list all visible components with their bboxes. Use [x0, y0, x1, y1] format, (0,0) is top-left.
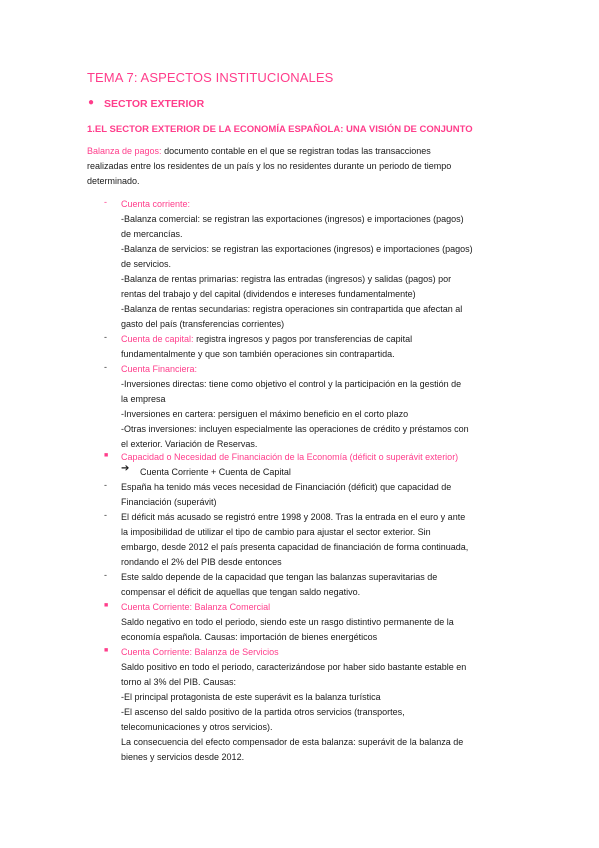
dash-bullet: -	[104, 362, 107, 372]
deficit-line: embargo, desde 2012 el país presenta capacidad de financiación de forma continuada,	[121, 542, 469, 552]
arrow-right-icon: ➔	[121, 463, 130, 474]
section-heading	[88, 97, 205, 110]
cc-line: gasto del país (transferencias corrientes)	[121, 319, 285, 329]
bc-heading: Cuenta Corriente: Balanza Comercial	[121, 602, 271, 612]
page-title: TEMA 7: ASPECTOS INSTITUCIONALES	[87, 70, 334, 85]
balanza-def-line-2: realizadas entre los residentes de un país y los no residentes durante un periodo de tiempo	[87, 161, 452, 171]
cc-line: -Balanza comercial: se registran las exportaciones (ingresos) e importaciones (pagos)	[121, 214, 464, 224]
dash-bullet: -	[104, 332, 107, 342]
cc-line: -Balanza de rentas secundarias: registra operaciones sin contrapartida que afectan al	[121, 304, 463, 314]
cc-line: de servicios.	[121, 259, 172, 269]
bs-line: -El principal protagonista de este superávit es la balanza turística	[121, 692, 381, 702]
deficit-line: la imposibilidad de utilizar el tipo de cambio para ajustar el sector exterior. Sin	[121, 527, 431, 537]
cf-line: -Inversiones directas: tiene como objetivo el control y la participación en la gestión de	[121, 379, 462, 389]
balanza-definition-line	[87, 144, 431, 159]
capacidad-heading: Capacidad o Necesidad de Financiación de la Economía (déficit o superávit exterior)	[121, 452, 459, 462]
bs-heading: Cuenta Corriente: Balanza de Servicios	[121, 647, 279, 657]
square-bullet-icon: ■	[104, 602, 109, 609]
balanza-term: Balanza de pagos:	[87, 146, 162, 156]
bs-line: torno al 3% del PIB. Causas:	[121, 677, 237, 687]
bs-line: bienes y servicios desde 2012.	[121, 752, 245, 762]
dash-bullet: -	[104, 510, 107, 520]
cc-line: -Balanza de servicios: se registran las exportaciones (ingresos) e importaciones (pagos)	[121, 244, 473, 254]
cf-line: -Otras inversiones: incluyen especialmente las operaciones de crédito y préstamos con	[121, 424, 469, 434]
capacidad-formula: Cuenta Corriente + Cuenta de Capital	[140, 467, 291, 477]
bs-line: telecomunicaciones y otros servicios).	[121, 722, 273, 732]
bc-line: economía española. Causas: importación de bienes energéticos	[121, 632, 378, 642]
bs-line: La consecuencia del efecto compensador de esta balanza: superávit de la balanza de	[121, 737, 464, 747]
dash-bullet: -	[104, 480, 107, 490]
dash-bullet: -	[104, 570, 107, 580]
ck-line	[121, 332, 412, 347]
ck-line-2: fundamentalmente y que son también operaciones sin contrapartida.	[121, 349, 395, 359]
subsection-heading: 1.EL SECTOR EXTERIOR DE LA ECONOMÍA ESPAÑOLA: UNA VISIÓN DE CONJUNTO	[87, 124, 473, 135]
ck-text: registra ingresos y pagos por transferencias de capital	[193, 334, 413, 344]
cf-line: -Inversiones en cartera: persiguen el máximo beneficio en el corto plazo	[121, 409, 409, 419]
espana-line: España ha tenido más veces necesidad de Financiación (déficit) que capacidad de	[121, 482, 452, 492]
cf-line: el exterior. Variación de Reservas.	[121, 439, 258, 449]
square-bullet-icon: ■	[104, 647, 109, 654]
bc-line: Saldo negativo en todo el periodo, siendo este un rasgo distintivo permanente de la	[121, 617, 454, 627]
cc-term: Cuenta corriente:	[121, 199, 191, 209]
ck-term: Cuenta de capital:	[121, 334, 194, 344]
balanza-def-text: documento contable en el que se registran todas las transacciones	[161, 146, 431, 156]
bullet-dot-icon: ●	[88, 97, 95, 108]
square-bullet-icon: ■	[104, 452, 109, 459]
cc-line: rentas del trabajo y del capital (dividendos e intereses fundamentalmente)	[121, 289, 416, 299]
bs-line: -El ascenso del saldo positivo de la partida otros servicios (transportes,	[121, 707, 405, 717]
cc-line: -Balanza de rentas primarias: registra las entradas (ingresos) y salidas (pagos) por	[121, 274, 452, 284]
deficit-line: El déficit más acusado se registró entre 1998 y 2008. Tras la entrada en el euro y ante	[121, 512, 466, 522]
saldo-line: compensar el déficit de aquellas que tengan saldo negativo.	[121, 587, 361, 597]
bs-line: Saldo positivo en todo el periodo, caracterizándose por haber sido bastante estable en	[121, 662, 467, 672]
section-heading-text: SECTOR EXTERIOR	[104, 98, 205, 110]
dash-bullet: -	[104, 197, 107, 207]
cf-term: Cuenta Financiera:	[121, 364, 198, 374]
cf-line: la empresa	[121, 394, 166, 404]
cc-line: de mercancías.	[121, 229, 183, 239]
espana-line: Financiación (superávit)	[121, 497, 217, 507]
saldo-line: Este saldo depende de la capacidad que tengan las balanzas superavitarias de	[121, 572, 438, 582]
balanza-def-line-3: determinado.	[87, 176, 140, 186]
deficit-line: rondando el 2% del PIB desde entonces	[121, 557, 282, 567]
